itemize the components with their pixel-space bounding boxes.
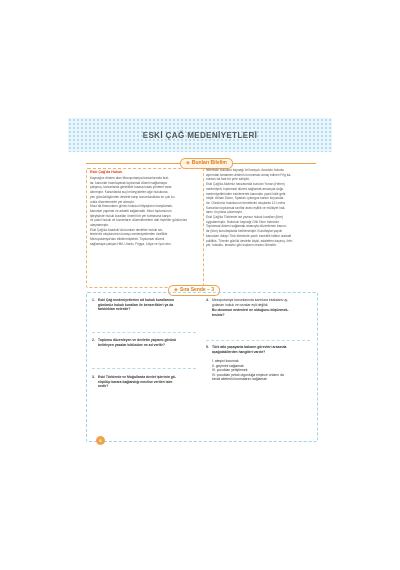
answer-line xyxy=(206,340,310,341)
page-number-badge: 6 xyxy=(96,436,105,445)
question-4 xyxy=(206,298,310,326)
info-heading-label: Bunları Bilelim xyxy=(191,160,227,166)
chapter-title: ESKİ ÇAĞ MEDENİYETLERİ xyxy=(142,130,258,140)
bullet-icon: ◆ xyxy=(174,287,178,293)
info-box-heading: Eski Çağ'da Hukuk xyxy=(90,170,123,174)
question-text: Türk atla yaşayanla bakarın görevleri arasında aşağıdakilerden hangileri vardır? xyxy=(212,345,287,354)
question-text: Toplumu düzenleyen ve devletin yapısını görünü belirleyen yasalar bütününe ne ad verilir? xyxy=(98,338,177,347)
question-text: Eski Türklerde ve Moğollarda devlet işlerinin gö- rüşülüp karara bağlandığı meclise verilen isim nedir? xyxy=(98,375,177,389)
question-3 xyxy=(92,375,192,395)
info-heading-rule-right xyxy=(232,163,316,164)
question-number: 5. xyxy=(206,345,209,349)
answer-line xyxy=(92,332,196,333)
info-right-column: letlerinde hukukun kaynağı örf kanıydı. Anadolu hukuku ayrımdan tamamen dinlerin korunması amaç edinen Frig ka- nunları da fark bir yere sahiptir. Eski Çağ'da Akdeniz havzasında kurulan Yunan (Helen) medeniyeti, toplumsal düzeni sağlamak amacıyla doğu medeniyetlerinden esinlenerek kanunları yazılı hâle getir- miştir. Atinalı Solon, Spartalı Lykurgus kanun koyucular- dır. Günümüz hukukunun temellerini oluşturan 12 Levha Kanunları toplumsal sınıflar arası eşitlik ve mülkiyet hak- larını ön plana çıkarmıştır. Eski Çağ'da Türklerde ise yazısız hukuk kuralları (töre) uygulanmıştır. Hukukun kaynağı Gök Tanrı inancıdır. Toplumsal düzeni sağlamak amacıyla düzenlenen kanun- lar (töre) kurultaylarda belirlenmiştir. Kurultaylar yapılır kanunları dolayı Türk töresinde yazılı esneklik hâkim oradaki politikis. Törenin günlük devletin kişisi, adaletten kaçınış, örfe- yet, hukuklu, tecavüz gibi suçların cezası ölümdür. xyxy=(206,168,294,248)
question-text: Mezopotamya kanunlarında karınlara kıtalalara uy- gulanan hukuk ve cezalar eşit değildi. xyxy=(212,298,289,307)
info-left-column: Kaynağını dinden alan Mezopotamya kanunlarında kral- lar, kanunlar hazırlayarak toplumsal düzeni sağlamaya çalışmış, kanunlarda genellikle kısasa kısas yöntemi esas alınmıştır. Kanunlarda suçl müeyyideleri ağır hukukuna- yen gücsüzlügünden devlete karşı sorumluluklara en çok ku- rulda düzenlemeler yer almıştır. Mısır'da firavunların güven hukuku ihtiyaçlarını karşılamak, kanunlar yapmak ve adaleti sağlamaktı. Mısır toplumunun işleyişinde hukuk kuralları önemli bir yer tutmasına karşın ve yazılı hukuk ve kurumların düzenlemelere dair hiçbirler günümüze ulaşmamıştır. Eski Çağ'da Anadolu'da kurulan devletler hukuk sis- temlerini oluştururken komşu medeniyetlerden özellikle Mezopotamya'dan etkilenmişlerdir. Toplumsal düzeni sağlamaya çalışan Hitit, Urartu, Frigya, Lidya ve İyon dev- xyxy=(90,176,188,246)
question-number: 4. xyxy=(206,298,209,302)
bullet-icon: ◆ xyxy=(186,160,190,166)
question-text: Eski Çağ medeniyetlerine ait hukuk kurallarının günümüz hukuk kuralları ile benzerlikleri ya da farklılıkları nelerdir? xyxy=(98,298,175,312)
question-2 xyxy=(92,338,192,354)
question-number: 2. xyxy=(92,338,95,342)
quiz-heading-label: Sıra Sende – 3 xyxy=(179,287,215,293)
answer-line xyxy=(92,368,196,369)
info-heading-rule xyxy=(86,163,182,164)
question-subtext: Bu durumun nedenleri ne olduğunu düşünmek- tesiniz? xyxy=(212,308,289,317)
question-5 xyxy=(206,345,310,393)
question-1 xyxy=(92,298,192,322)
question-options: I. ateşini korumak II. geçimini sağlamak III. çocukları yetiştirmek IV. çocukları petalı olgunluğa erişince onların da kendi ailelerini kurmalarını sağlamak xyxy=(212,359,284,382)
question-number: 1. xyxy=(92,298,95,302)
question-number: 3. xyxy=(92,375,95,379)
